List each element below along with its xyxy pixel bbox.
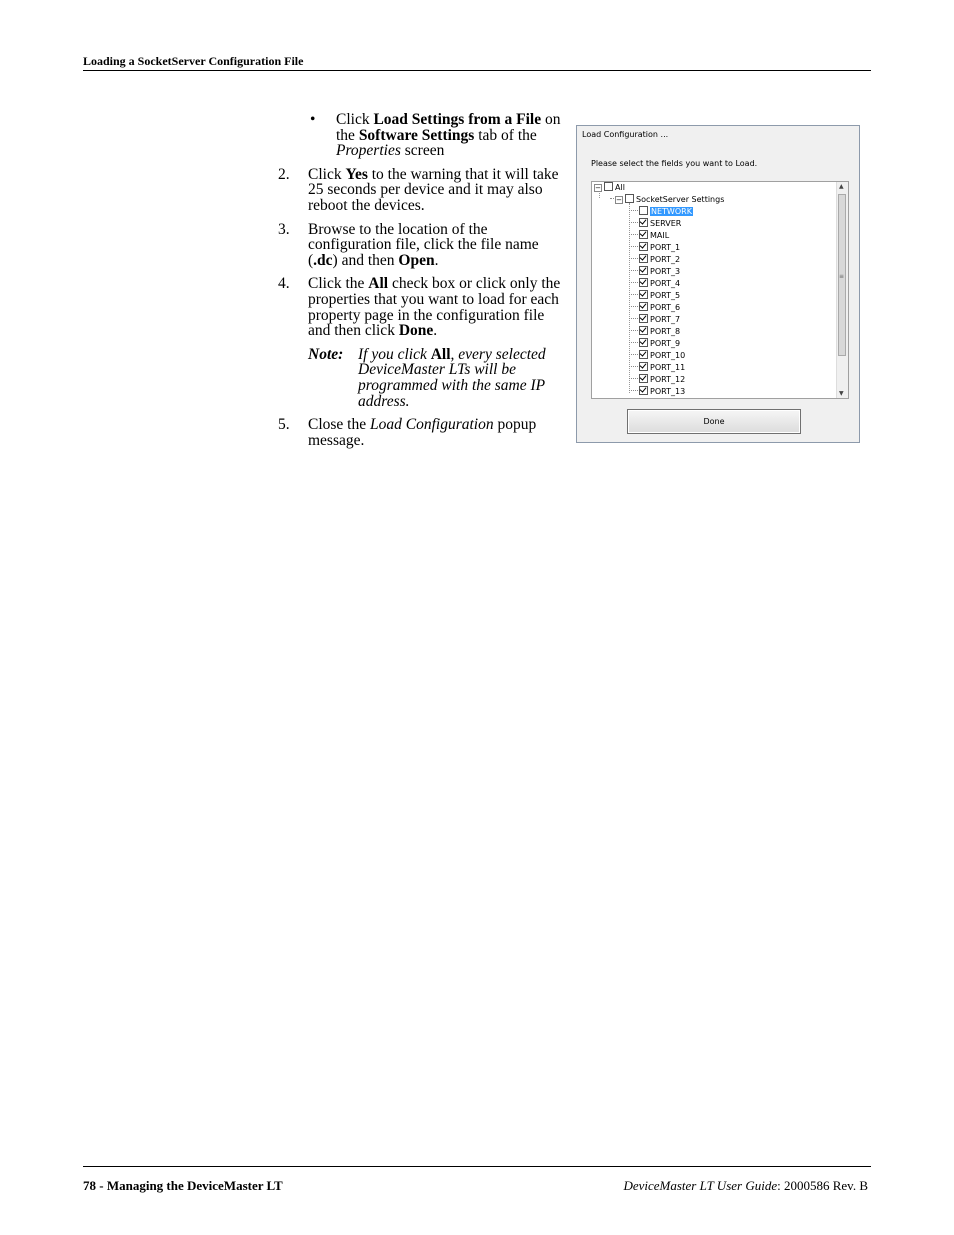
item-label: PORT_1 xyxy=(650,243,681,252)
dialog-title: Load Configuration ... xyxy=(582,130,669,139)
item-label: PORT_8 xyxy=(650,327,681,336)
footer-page-label: 78 - Managing the DeviceMaster LT xyxy=(83,1178,283,1193)
item-label: PORT_3 xyxy=(650,267,681,276)
tree-item[interactable] xyxy=(629,350,685,362)
footer-guide-label: DeviceMaster LT User Guide: 2000586 Rev. B xyxy=(623,1178,868,1193)
tree-item[interactable] xyxy=(629,374,685,386)
dialog-prompt: Please select the fields you want to Load. xyxy=(591,159,758,168)
tree-scrollbar[interactable] xyxy=(836,182,848,398)
footer-rule xyxy=(83,1166,871,1167)
note: Note: If you click All, every selected DeviceMaster LTs will be programmed with the same IP address. xyxy=(308,345,546,410)
tree-item[interactable] xyxy=(629,242,680,254)
tree-item[interactable] xyxy=(629,206,693,218)
item-label: PORT_4 xyxy=(650,279,681,288)
load-configuration-dialog xyxy=(576,125,860,443)
tree-item[interactable] xyxy=(629,386,685,398)
item-checkbox[interactable] xyxy=(639,386,648,395)
item-label: PORT_2 xyxy=(650,255,681,264)
scroll-down-icon[interactable]: ▼ xyxy=(839,390,844,397)
step-4: 4. Click the All check box or click only the properties that you want to load for each property page in the configuration file and then click Done. xyxy=(278,275,561,340)
tree-item[interactable] xyxy=(629,230,669,242)
bullet-mark: • xyxy=(310,111,316,128)
tree-item[interactable] xyxy=(629,254,680,266)
fields-tree xyxy=(591,181,849,399)
item-label: MAIL xyxy=(650,231,670,240)
item-checkbox[interactable] xyxy=(639,218,648,227)
item-label: PORT_7 xyxy=(650,315,681,324)
tree-item[interactable] xyxy=(629,290,680,302)
checkbox-all[interactable] xyxy=(604,182,613,191)
item-checkbox[interactable] xyxy=(639,206,648,215)
tree-item[interactable] xyxy=(629,362,685,374)
tree-node-all[interactable]: − All xyxy=(595,183,625,192)
done-button[interactable]: Done xyxy=(627,409,801,434)
item-checkbox[interactable] xyxy=(639,326,648,335)
item-label: PORT_6 xyxy=(650,303,681,312)
item-label: PORT_12 xyxy=(650,375,686,384)
item-label: PORT_11 xyxy=(650,363,686,372)
tree-item[interactable] xyxy=(629,278,680,290)
tree-item[interactable] xyxy=(629,314,680,326)
item-checkbox[interactable] xyxy=(639,278,648,287)
header-rule xyxy=(83,70,871,71)
item-checkbox[interactable] xyxy=(639,350,648,359)
tree-node-socketserver-settings[interactable]: − SocketServer Settings xyxy=(610,194,724,206)
scroll-grip-icon: ≡ xyxy=(839,273,845,280)
item-checkbox[interactable] xyxy=(639,242,648,251)
step-3: 3. Browse to the location of the configuration file, click the file name (.dc) and then Open. xyxy=(278,220,539,269)
tree-item[interactable] xyxy=(629,302,680,314)
item-label: PORT_9 xyxy=(650,339,681,348)
item-checkbox[interactable] xyxy=(639,374,648,383)
step-bullet: • Click Load Settings from a File on the Software Settings tab of the Properties screen xyxy=(310,111,561,160)
tree-item[interactable] xyxy=(629,338,680,350)
item-label: PORT_13 xyxy=(650,387,686,396)
item-label: PORT_10 xyxy=(650,351,686,360)
checkbox-socketserver-settings[interactable] xyxy=(625,194,634,203)
item-checkbox[interactable] xyxy=(639,290,648,299)
item-checkbox[interactable] xyxy=(639,302,648,311)
item-label: NETWORK xyxy=(651,207,692,216)
running-header: Loading a SocketServer Configuration File xyxy=(83,54,304,68)
step-2: 2. Click Yes to the warning that it will take 25 seconds per device and it may also reboot the devices. xyxy=(278,165,559,214)
item-checkbox[interactable] xyxy=(639,338,648,347)
item-checkbox[interactable] xyxy=(639,254,648,263)
tree-item[interactable] xyxy=(629,266,680,278)
item-checkbox[interactable] xyxy=(639,314,648,323)
tree-item[interactable] xyxy=(629,218,681,230)
item-label: SERVER xyxy=(650,219,682,228)
item-checkbox[interactable] xyxy=(639,230,648,239)
item-checkbox[interactable] xyxy=(639,362,648,371)
item-checkbox[interactable] xyxy=(639,266,648,275)
scroll-up-icon[interactable]: ▲ xyxy=(839,183,844,190)
collapse-icon[interactable]: − xyxy=(595,184,601,192)
item-label: PORT_5 xyxy=(650,291,681,300)
collapse-icon[interactable]: − xyxy=(616,196,622,204)
tree-item[interactable] xyxy=(629,326,680,338)
step-5: 5. Close the Load Configuration popup message. xyxy=(278,416,537,449)
instruction-text xyxy=(278,112,568,456)
